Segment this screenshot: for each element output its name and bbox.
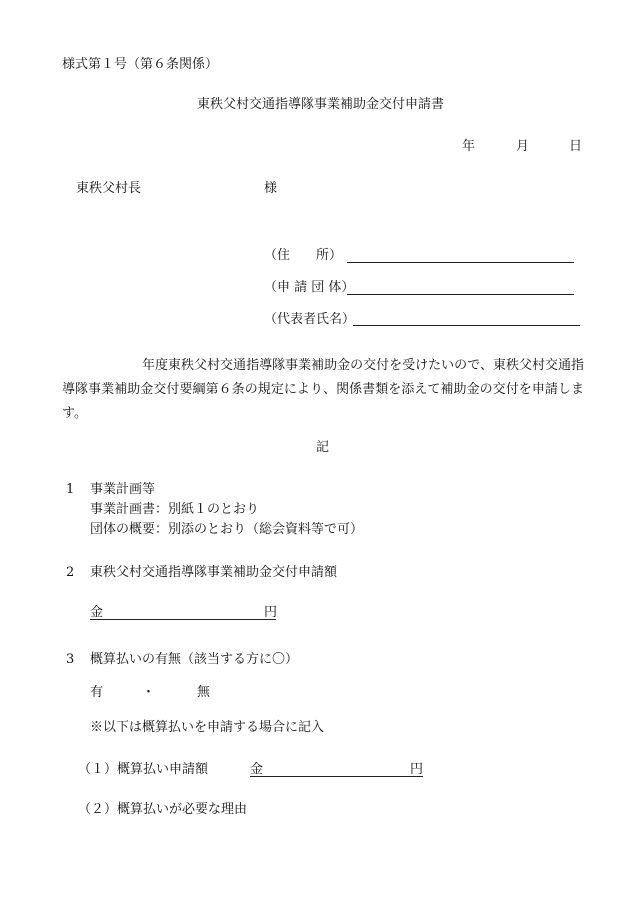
item1-number: 1 (66, 482, 75, 497)
item1-line2: 団体の概要：別添のとおり（総会資料等で可） (90, 522, 364, 537)
item3-sub1-yen: 円 (410, 762, 424, 777)
option-yes[interactable]: 有 (90, 685, 104, 700)
option-separator: ・ (142, 685, 156, 700)
representative-label: （代表者氏名） (264, 312, 356, 327)
item2-yen: 円 (264, 605, 278, 620)
address-label: （住 所） (264, 248, 343, 263)
item3-sub1-kin: 金 (250, 762, 264, 777)
addressee-name: 東秩父村長 (76, 181, 142, 196)
item2-amount-field[interactable] (90, 619, 276, 620)
group-label: （申 請 団 体） (264, 280, 355, 295)
body-text: 年度東秩父村交通指導隊事業補助金の交付を受けたいので、東秩父村交通指導隊事業補助金交付要綱第６条の規定により、関係書類を添えて補助金の交付を申請します。 (62, 358, 584, 421)
item3-number: 3 (66, 652, 75, 667)
option-no[interactable]: 無 (197, 685, 211, 700)
ki-heading: 記 (316, 440, 330, 455)
item2-title: 東秩父村交通指導隊事業補助金交付申請額 (90, 565, 338, 580)
item1-title: 事業計画等 (90, 482, 156, 497)
body-paragraph (62, 354, 584, 426)
item3-sub1-label: （１）概算払い申請額 (78, 762, 209, 777)
item3-sub2-label: （２）概算払いが必要な理由 (78, 802, 248, 817)
representative-field[interactable] (353, 325, 580, 326)
addressee-honorific: 様 (264, 181, 278, 196)
address-field[interactable] (347, 262, 574, 263)
date-month: 月 (516, 139, 530, 154)
group-field[interactable] (347, 294, 574, 295)
item3-title: 概算払いの有無（該当する方に〇） (90, 652, 299, 667)
item1-line1: 事業計画書：別紙１のとおり (90, 502, 260, 517)
item3-note: ※以下は概算払いを申請する場合に記入 (90, 720, 325, 735)
date-year: 年 (462, 139, 476, 154)
item2-number: 2 (66, 565, 75, 580)
form-number: 様式第１号（第６条関係） (62, 57, 219, 72)
item2-kin: 金 (90, 605, 104, 620)
item3-sub1-amount-field[interactable] (250, 776, 423, 777)
date-day: 日 (569, 139, 583, 154)
document-title: 東秩父村交通指導隊事業補助金交付申請書 (197, 97, 445, 112)
